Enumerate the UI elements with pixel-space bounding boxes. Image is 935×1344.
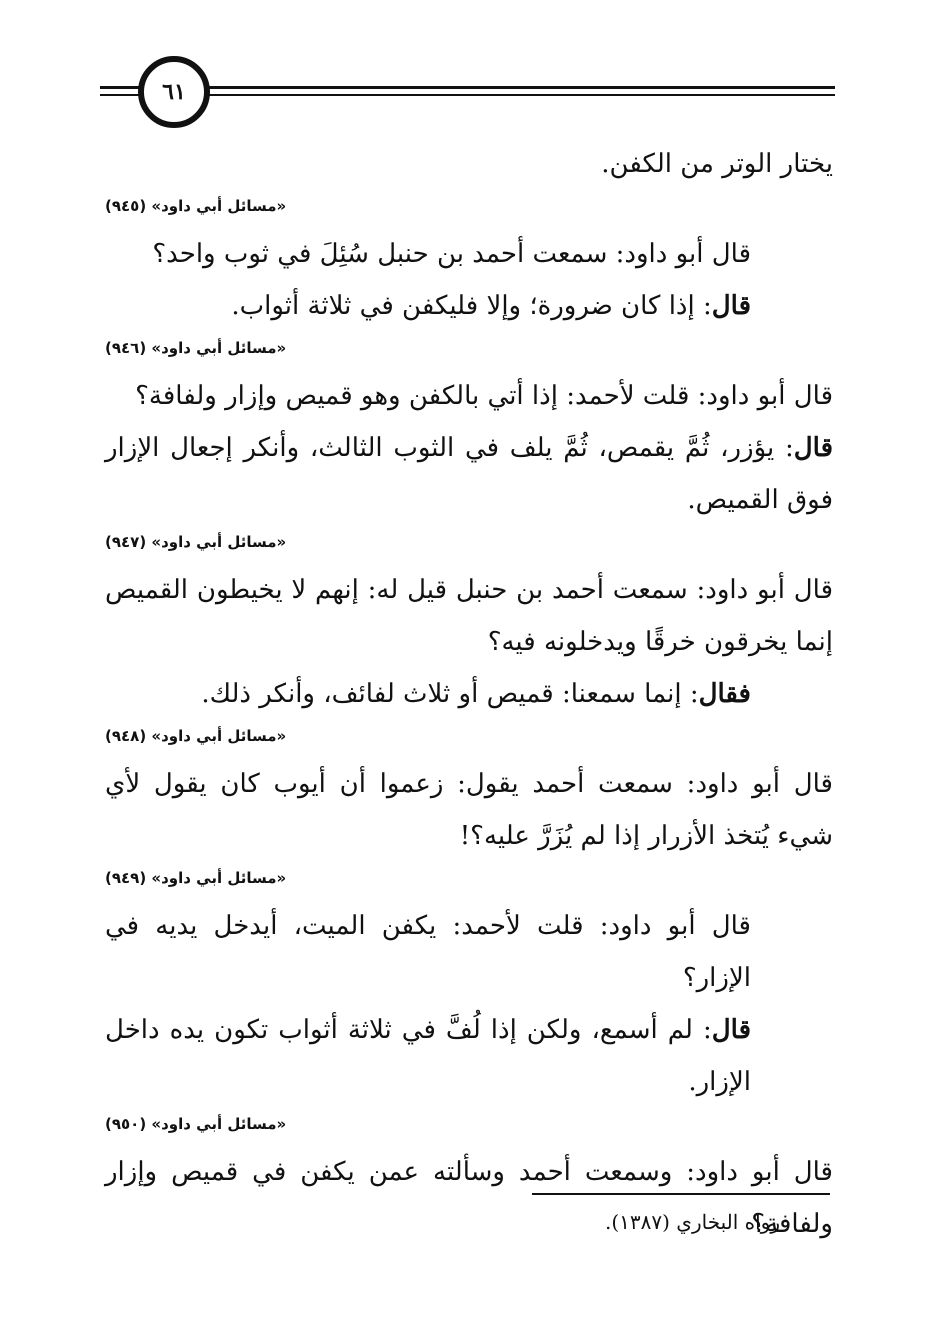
footnote: رواه البخاري (١٣٨٧). <box>604 1210 780 1234</box>
source-ref-949: «مسائل أبي داود» (٩٤٩) <box>105 869 287 887</box>
page-number: ٦١ <box>138 56 210 128</box>
paragraph-6: قال: يؤزر، ثُمَّ يقمص، ثُمَّ يلف في الثوب الثالث، وأنكر إجعال الإزار فوق القميص. <box>105 433 833 515</box>
paragraph-3: قال: إذا كان ضرورة؛ وإلا فليكفن في ثلاثة أثواب. <box>231 291 751 321</box>
source-ref-945: «مسائل أبي داود» (٩٤٥) <box>105 197 287 215</box>
page-header <box>100 52 835 132</box>
header-rule-bottom <box>100 94 835 96</box>
paragraph-16: قال أبو داود: وسمعت أحمد وسألته عمن يكفن في قميص وإزار ولفافة؟ <box>105 1157 833 1239</box>
paragraph-0: يختار الوتر من الكفن. <box>601 149 833 179</box>
source-ref-948: «مسائل أبي داود» (٩٤٨) <box>105 727 287 745</box>
paragraph-14: قال: لم أسمع، ولكن إذا لُفَّ في ثلاثة أثواب تكون يده داخل الإزار. <box>105 1015 751 1097</box>
paragraph-8: قال أبو داود: سمعت أحمد بن حنبل قيل له: إنهم لا يخيطون القميص إنما يخرقون خرقًا ويدخلونه فيه؟ <box>105 575 833 657</box>
paragraph-11: قال أبو داود: سمعت أحمد يقول: زعموا أن أيوب كان يقول لأي شيء يُتخذ الأزرار إذا لم يُزَرَّ عليه؟! <box>105 769 833 851</box>
header-rule-top <box>100 86 835 89</box>
source-ref-950: «مسائل أبي داود» (٩٥٠) <box>105 1115 287 1133</box>
main-text <box>105 138 833 1250</box>
footnote-rule <box>532 1193 830 1195</box>
paragraph-2: قال أبو داود: سمعت أحمد بن حنبل سُئِلَ في ثوب واحد؟ <box>152 239 751 269</box>
paragraph-9: فقال: إنما سمعنا: قميص أو ثلاث لفائف، وأنكر ذلك. <box>201 679 751 709</box>
source-ref-946: «مسائل أبي داود» (٩٤٦) <box>105 339 287 357</box>
paragraph-5: قال أبو داود: قلت لأحمد: إذا أتي بالكفن وهو قميص وإزار ولفافة؟ <box>135 381 833 411</box>
paragraph-13: قال أبو داود: قلت لأحمد: يكفن الميت، أيدخل يديه في الإزار؟ <box>105 911 751 993</box>
source-ref-947: «مسائل أبي داود» (٩٤٧) <box>105 533 287 551</box>
